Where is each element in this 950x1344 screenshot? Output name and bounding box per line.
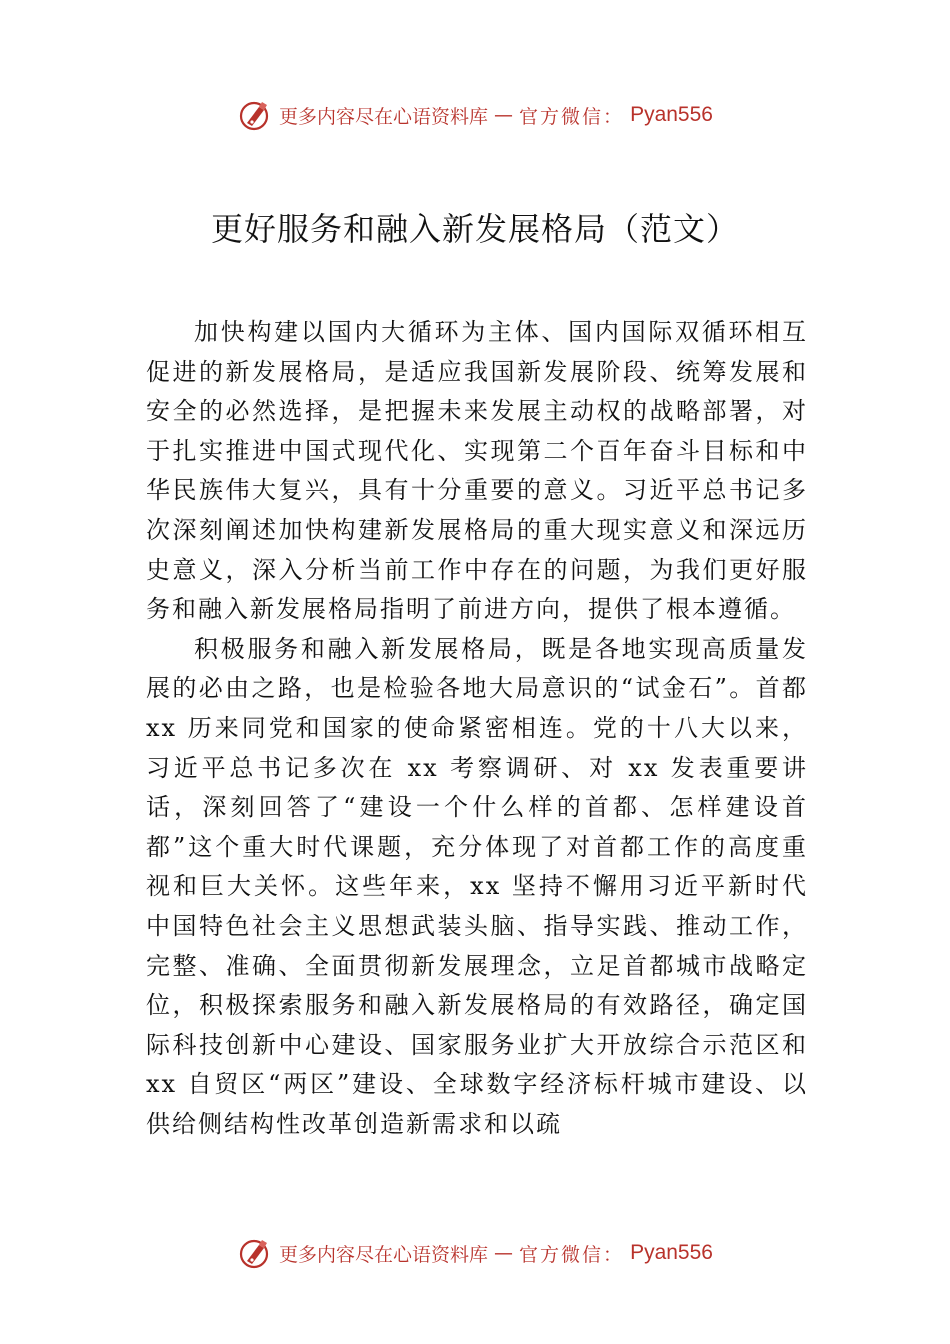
pen-nib-logo-icon	[237, 97, 273, 133]
banner-wechat-id: Pyan556	[630, 103, 713, 126]
banner-wechat-id: Pyan556	[630, 1241, 713, 1264]
banner-brand-text: 更多内容尽在心语资料库	[279, 1243, 489, 1266]
body-paragraph: 加快构建以国内大循环为主体、国内国际双循环相互促进的新发展格局，是适应我国新发展阶段、统筹发展和安全的必然选择，是把握未来发展主动权的战略部署，对于扎实推进中国式现代化、实现第二个百年奋斗目标和中华民族伟大复兴，具有十分重要的意义。习近平总书记多次深刻阐述加快构建新发展格局的重大现实意义和深远历史意义，深入分析当前工作中存在的问题，为我们更好服务和融入新发展格局指明了前进方向，提供了根本遵循。	[146, 318, 808, 624]
footer-banner	[0, 1233, 950, 1273]
document-title: 更好服务和融入新发展格局（范文）	[210, 210, 739, 248]
document-body	[146, 313, 808, 1144]
banner-wechat-label: 官方微信：	[519, 1243, 625, 1266]
pen-nib-logo-icon	[237, 1235, 273, 1271]
banner-wechat-label: 官方微信：	[519, 105, 625, 128]
banner-brand-text: 更多内容尽在心语资料库	[279, 105, 489, 128]
banner-separator: —	[494, 104, 514, 126]
banner-separator: —	[494, 1242, 514, 1264]
header-banner	[0, 95, 950, 135]
body-paragraph: 积极服务和融入新发展格局，既是各地实现高质量发展的必由之路，也是检验各地大局意识的“试金石”。首都 xx 历来同党和国家的使命紧密相连。党的十八大以来，习近平总书记多次在 xx 考察调研、对 xx 发表重要讲话，深刻回答了“建设一个什么样的首都、怎样建设首都”这个重大时代课题，充分体现了对首都工作的高度重视和巨大关怀。这些年来，xx 坚持不懈用习近平新时代中国特色社会主义思想武装头脑、指导实践、推动工作，完整、准确、全面贯彻新发展理念，立足首都城市战略定位，积极探索服务和融入新发展格局的有效路径，确定国际科技创新中心建设、国家服务业扩大开放综合示范区和 xx 自贸区“两区”建设、全球数字经济标杆城市建设、以供给侧结构性改革创造新需求和以疏	[146, 634, 808, 1138]
